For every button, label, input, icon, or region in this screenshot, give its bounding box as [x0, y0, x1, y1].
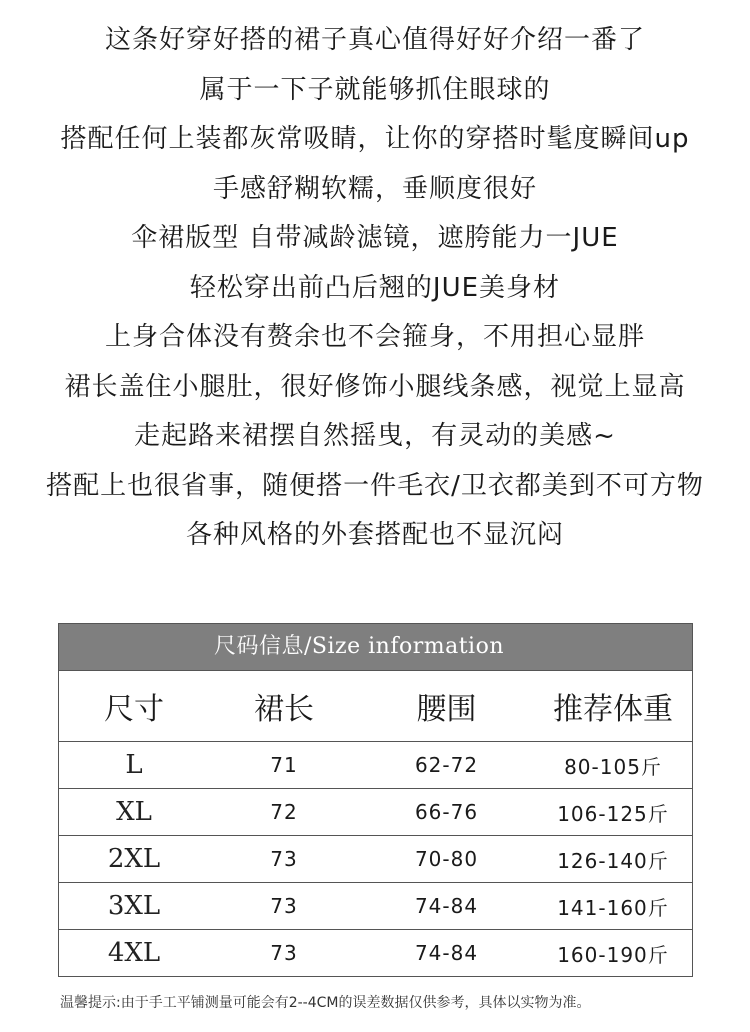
description-line: 属于一下子就能够抓住眼球的 [199, 74, 551, 105]
cell-weight: 106-125斤 [557, 801, 669, 826]
cell-size: L [125, 750, 143, 780]
description-line: 这条好穿好搭的裙子真心值得好好介绍一番了 [104, 25, 645, 55]
description-line: 各种风格的外套搭配也不显沉闷 [185, 520, 564, 550]
description-line: 搭配上也很省事，随便搭一件毛衣/卫衣都美到不可方物 [46, 470, 704, 501]
cell-length: 72 [270, 800, 298, 824]
cell-length: 73 [270, 847, 298, 871]
column-header-waist: 腰围 [416, 692, 477, 727]
cell-waist: 70-80 [414, 847, 479, 871]
cell-waist: 74-84 [414, 894, 479, 918]
description-line: 轻松穿出前凸后翘的JUE美身材 [189, 272, 561, 303]
product-description [0, 16, 750, 561]
description-line: 走起路来裙摆自然摇曳，有灵动的美感~ [134, 421, 616, 451]
description-line: 裙长盖住小腿肚，很好修饰小腿线条感，视觉上显高 [64, 371, 686, 402]
column-header-size: 尺寸 [104, 692, 164, 727]
table-header-row [59, 670, 692, 741]
cell-length: 71 [270, 753, 298, 777]
cell-waist: 66-76 [414, 800, 479, 824]
table-row [59, 741, 692, 788]
cell-length: 73 [270, 941, 298, 965]
size-chart-table [58, 623, 693, 977]
table-row [59, 835, 692, 882]
table-row [59, 788, 692, 835]
cell-size: 3XL [107, 891, 161, 921]
description-line: 伞裙版型 自带减龄滤镜，遮胯能力一JUE [131, 223, 619, 253]
measurement-note: 温馨提示:由于手工平铺测量可能会有2--4CM的误差数据仅供参考，具体以实物为准。 [60, 995, 591, 1011]
cell-weight: 160-190斤 [557, 942, 669, 967]
description-line: 上身合体没有赘余也不会箍身，不用担心显胖 [104, 322, 645, 352]
size-chart-title: 尺码信息/Size information [59, 624, 692, 670]
cell-size: 2XL [107, 844, 161, 874]
cell-weight: 126-140斤 [557, 848, 669, 873]
cell-size: 4XL [107, 938, 161, 968]
column-header-weight: 推荐体重 [553, 692, 673, 727]
table-row [59, 929, 692, 976]
cell-size: XL [116, 797, 152, 827]
cell-waist: 74-84 [414, 941, 479, 965]
cell-waist: 62-72 [414, 753, 479, 777]
cell-weight: 141-160斤 [557, 895, 669, 920]
cell-weight: 80-105斤 [564, 754, 662, 779]
table-row [59, 882, 692, 929]
column-header-length: 裙长 [254, 692, 314, 727]
cell-length: 73 [270, 894, 298, 918]
description-line: 手感舒糊软糯，垂顺度很好 [212, 173, 537, 204]
description-line: 搭配任何上装都灰常吸睛，让你的穿搭时髦度瞬间up [60, 124, 690, 154]
